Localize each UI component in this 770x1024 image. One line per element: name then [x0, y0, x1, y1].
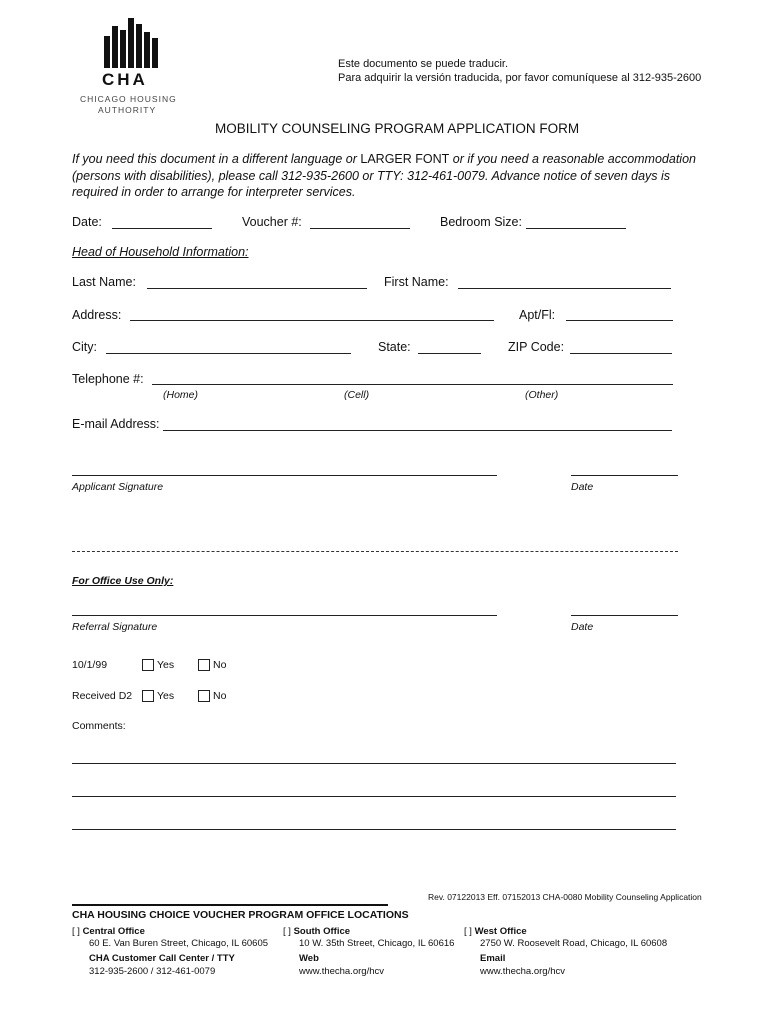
footer-heading: CHA HOUSING CHOICE VOUCHER PROGRAM OFFICE LOCATIONS	[72, 909, 409, 921]
cha-logo-bars-icon	[102, 18, 162, 68]
email-contact-title: Email	[480, 953, 506, 964]
state-field[interactable]	[418, 353, 481, 354]
row1-yes-checkbox[interactable]	[142, 659, 154, 671]
cha-logo	[80, 18, 180, 118]
central-office-bracket[interactable]: [ ]	[72, 926, 80, 937]
logo-line1: CHICAGO HOUSING	[80, 94, 177, 104]
applicant-date-field[interactable]	[571, 475, 678, 476]
referral-signature-caption: Referral Signature	[72, 621, 158, 633]
row2-no-label: No	[213, 690, 227, 702]
referral-signature-field[interactable]	[72, 615, 497, 616]
referral-date-field[interactable]	[571, 615, 678, 616]
south-office-title	[283, 926, 350, 937]
web-title: Web	[299, 953, 319, 964]
last-name-label: Last Name:	[72, 275, 136, 289]
comments-label: Comments:	[72, 720, 126, 732]
zip-field[interactable]	[570, 353, 672, 354]
first-name-field[interactable]	[458, 288, 671, 289]
bedroom-size-field[interactable]	[526, 228, 626, 229]
first-name-label: First Name:	[384, 275, 449, 289]
central-office-name: Central Office	[82, 926, 145, 937]
applicant-signature-caption: Applicant Signature	[72, 481, 164, 493]
head-of-household-heading: Head of Household Information:	[72, 245, 249, 259]
call-center-value: 312-935-2600 / 312-461-0079	[89, 966, 216, 977]
web-value[interactable]: www.thecha.org/hcv	[299, 966, 385, 977]
accessibility-note-a: If you need this document in a different language or	[72, 152, 361, 166]
office-use-heading: For Office Use Only:	[72, 575, 174, 587]
voucher-field[interactable]	[310, 228, 410, 229]
central-office-title	[72, 926, 145, 937]
accessibility-note-line2: (persons with disabilities), please call 312-935-2600 or TTY: 312-461-0079. Advance notice of seven days is	[72, 169, 671, 183]
apt-label: Apt/Fl:	[519, 308, 556, 322]
row1-no-checkbox[interactable]	[198, 659, 210, 671]
comments-line-1[interactable]	[72, 763, 676, 764]
revision-note: Rev. 07122013 Eff. 07152013 CHA-0080 Mobility Counseling Application	[428, 892, 702, 902]
translation-note-line1: Este documento se puede traducir.	[338, 58, 508, 70]
row2-label: Received D2	[72, 690, 133, 702]
west-office-name: West Office	[474, 926, 527, 937]
date-label: Date:	[72, 215, 102, 229]
applicant-signature-field[interactable]	[72, 475, 497, 476]
applicant-date-caption: Date	[571, 481, 594, 493]
west-office-bracket[interactable]: [ ]	[464, 926, 472, 937]
phone-home-caption: (Home)	[163, 389, 199, 401]
south-office-name: South Office	[293, 926, 351, 937]
row1-yes-label: Yes	[157, 659, 175, 671]
telephone-field[interactable]	[152, 384, 673, 385]
row1-label: 10/1/99	[72, 659, 108, 671]
west-office-address: 2750 W. Roosevelt Road, Chicago, IL 60608	[480, 938, 668, 949]
row2-yes-checkbox[interactable]	[142, 690, 154, 702]
row1-no-label: No	[213, 659, 227, 671]
email-label: E-mail Address:	[72, 417, 160, 431]
footer-rule	[72, 904, 388, 906]
accessibility-note-line3: required in order to arrange for interpreter services.	[72, 185, 356, 199]
logo-abbr: CHA	[102, 70, 148, 89]
phone-cell-caption: (Cell)	[344, 389, 370, 401]
email-contact-value[interactable]: www.thecha.org/hcv	[480, 966, 566, 977]
row2-no-checkbox[interactable]	[198, 690, 210, 702]
phone-other-caption: (Other)	[525, 389, 559, 401]
telephone-label: Telephone #:	[72, 372, 144, 386]
logo-line2: AUTHORITY	[98, 105, 157, 115]
zip-label: ZIP Code:	[508, 340, 565, 354]
address-field[interactable]	[130, 320, 494, 321]
call-center-title: CHA Customer Call Center / TTY	[89, 953, 235, 964]
apt-field[interactable]	[566, 320, 673, 321]
accessibility-note-larger-font: LARGER FONT	[360, 152, 450, 166]
south-office-address: 10 W. 35th Street, Chicago, IL 60616	[299, 938, 455, 949]
row2-yes-label: Yes	[157, 690, 175, 702]
central-office-address: 60 E. Van Buren Street, Chicago, IL 60605	[89, 938, 269, 949]
voucher-label: Voucher #:	[242, 215, 302, 229]
date-field[interactable]	[112, 228, 212, 229]
comments-line-2[interactable]	[72, 796, 676, 797]
city-label: City:	[72, 340, 97, 354]
address-label: Address:	[72, 308, 122, 322]
comments-line-3[interactable]	[72, 829, 676, 830]
section-divider	[72, 551, 678, 552]
state-label: State:	[378, 340, 411, 354]
accessibility-note-line1	[72, 152, 696, 166]
form-title: MOBILITY COUNSELING PROGRAM APPLICATION FORM	[215, 121, 580, 136]
west-office-title	[464, 926, 527, 937]
last-name-field[interactable]	[147, 288, 367, 289]
translation-note-line2: Para adquirir la versión traducida, por favor comuníquese al 312-935-2600	[338, 72, 702, 84]
city-field[interactable]	[106, 353, 351, 354]
email-field[interactable]	[163, 430, 672, 431]
bedroom-size-label: Bedroom Size:	[440, 215, 522, 229]
referral-date-caption: Date	[571, 621, 594, 633]
south-office-bracket[interactable]: [ ]	[283, 926, 291, 937]
accessibility-note-c: or if you need a reasonable accommodation	[449, 152, 696, 166]
